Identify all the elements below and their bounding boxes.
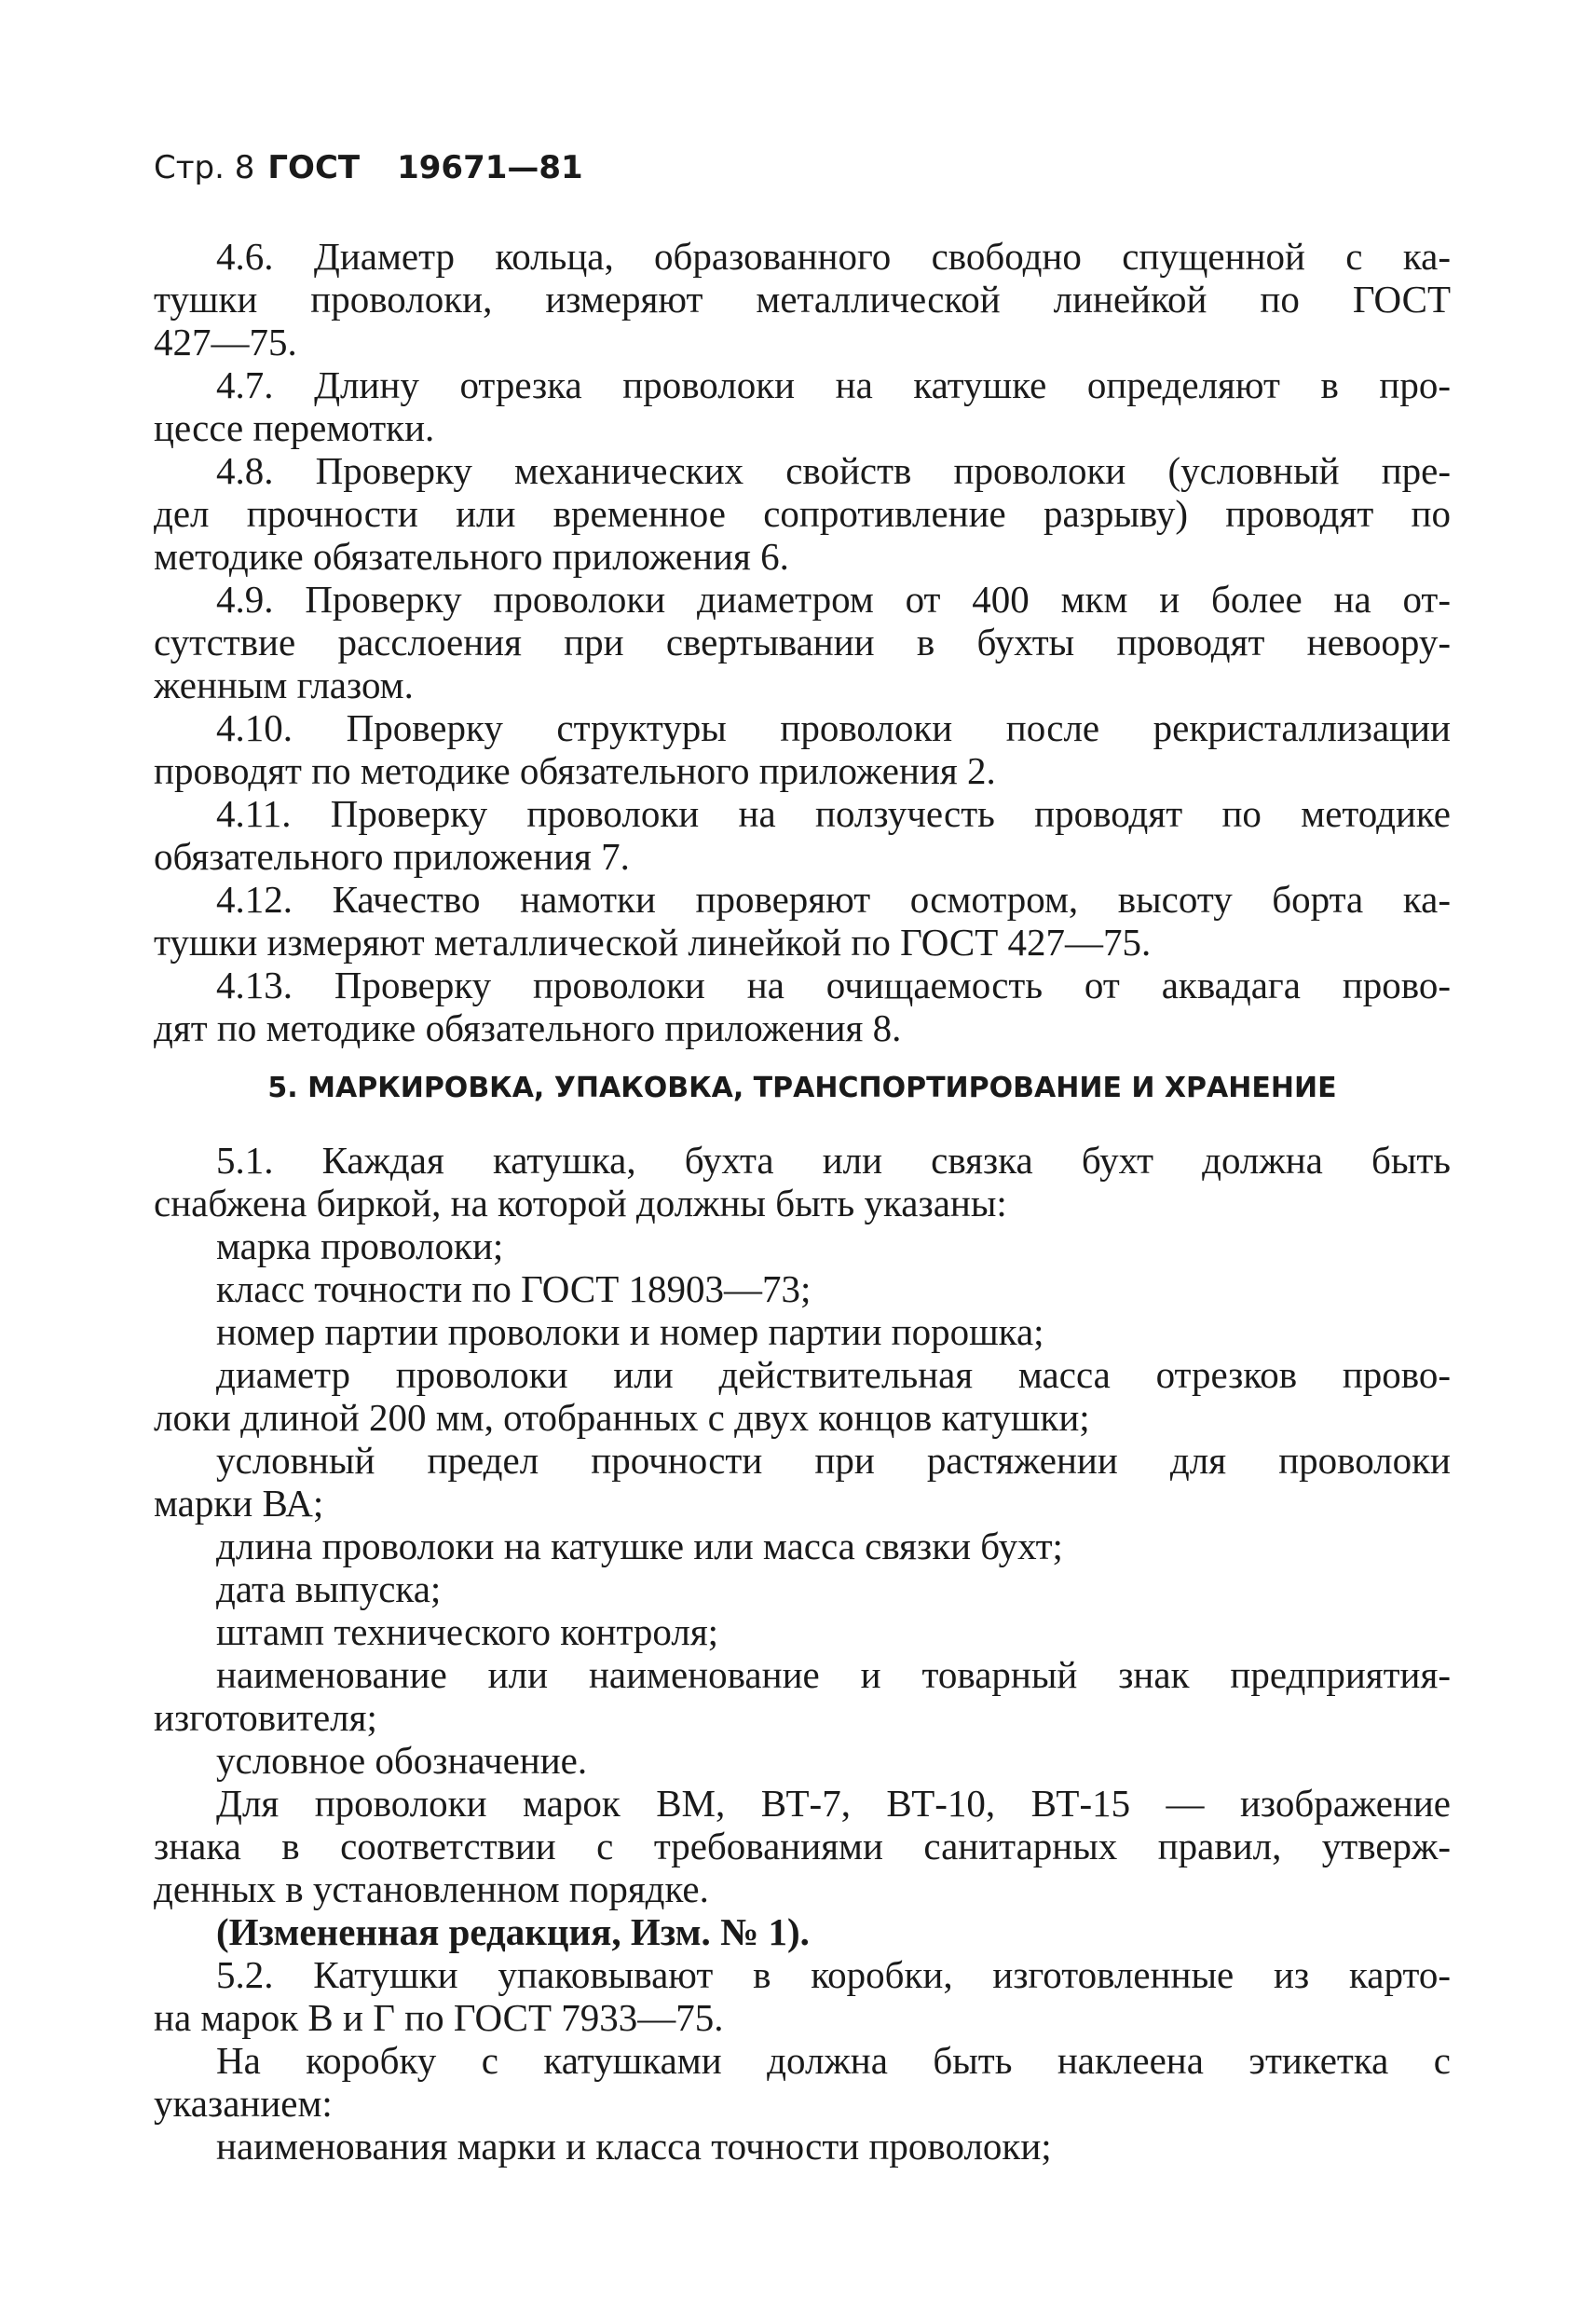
text-line: 4.6. Диаметр кольца, образованного свободно спущенной с ка- bbox=[216, 235, 1451, 278]
list-item: номер партии проволоки и номер партии порошка; bbox=[216, 1310, 1044, 1353]
doc-number: 19671—81 bbox=[397, 149, 583, 186]
list-item: штамп технического контроля; bbox=[216, 1610, 719, 1653]
text-line: 4.10. Проверку структуры проволоки после рекристаллизации bbox=[216, 706, 1451, 749]
text-line: денных в установленном порядке. bbox=[154, 1867, 709, 1910]
text-line: изготовителя; bbox=[154, 1696, 377, 1739]
text-line: 5.1. Каждая катушка, бухта или связка бухт должна быть bbox=[216, 1139, 1451, 1182]
gost-label: ГОСТ bbox=[267, 149, 361, 186]
text-line: марки ВА; bbox=[154, 1482, 324, 1525]
page-label: Стр. 8 bbox=[154, 149, 255, 186]
text-line: 4.12. Качество намотки проверяют осмотром, высоту борта ка- bbox=[216, 878, 1451, 921]
text-line: 4.11. Проверку проволоки на ползучесть проводят по методике bbox=[216, 792, 1451, 835]
text-line: 4.13. Проверку проволоки на очищаемость от аквадага прово- bbox=[216, 964, 1451, 1006]
list-item: длина проволоки на катушке или масса связки бухт; bbox=[216, 1525, 1063, 1567]
list-item: наименования марки и класса точности проволоки; bbox=[216, 2125, 1052, 2168]
amendment-note: (Измененная редакция, Изм. № 1). bbox=[216, 1910, 810, 1953]
text-line: дят по методике обязательного приложения 8. bbox=[154, 1006, 902, 1049]
text-line: женным глазом. bbox=[154, 664, 414, 706]
text-line: 4.7. Длину отрезка проволоки на катушке определяют в про- bbox=[216, 363, 1451, 406]
text-line: локи длиной 200 мм, отобранных с двух концов катушки; bbox=[154, 1396, 1090, 1439]
list-item: условное обозначение. bbox=[216, 1739, 588, 1782]
list-item: класс точности по ГОСТ 18903—73; bbox=[216, 1267, 812, 1310]
text-line: знака в соответствии с требованиями санитарных правил, утверж- bbox=[154, 1825, 1451, 1867]
text-line: Для проволоки марок ВМ, ВТ-7, ВТ-10, ВТ-15 — изображение bbox=[216, 1782, 1451, 1825]
text-line: методике обязательного приложения 6. bbox=[154, 535, 789, 578]
list-item: дата выпуска; bbox=[216, 1567, 442, 1610]
text-line: обязательного приложения 7. bbox=[154, 835, 630, 878]
text-line: 4.8. Проверку механических свойств проволоки (условный пре- bbox=[216, 449, 1451, 492]
text-line: дел прочности или временное сопротивление разрыву) проводят по bbox=[154, 492, 1451, 535]
text-line: сутствие расслоения при свертывании в бухты проводят невоору- bbox=[154, 621, 1451, 664]
text-line: На коробку с катушками должна быть наклеена этикетка с bbox=[216, 2039, 1451, 2082]
list-item: диаметр проволоки или действительная масса отрезков прово- bbox=[216, 1353, 1451, 1396]
list-item: марка проволоки; bbox=[216, 1224, 504, 1267]
text-line: указанием: bbox=[154, 2082, 333, 2125]
page-header bbox=[154, 149, 583, 186]
text-line: на марок В и Г по ГОСТ 7933—75. bbox=[154, 1996, 724, 2039]
text-line: цессе перемотки. bbox=[154, 406, 435, 449]
text-line: 5.2. Катушки упаковывают в коробки, изготовленные из карто- bbox=[216, 1953, 1451, 1996]
list-item: условный предел прочности при растяжении для проволоки bbox=[216, 1439, 1451, 1482]
text-line: снабжена биркой, на которой должны быть указаны: bbox=[154, 1182, 1007, 1224]
text-line: тушки измеряют металлической линейкой по ГОСТ 427—75. bbox=[154, 921, 1152, 964]
text-line: 427—75. bbox=[154, 321, 297, 363]
list-item: наименование или наименование и товарный знак предприятия- bbox=[216, 1653, 1451, 1696]
section-heading: 5. МАРКИРОВКА, УПАКОВКА, ТРАНСПОРТИРОВАНИЕ И ХРАНЕНИЕ bbox=[267, 1072, 1337, 1104]
text-line: тушки проволоки, измеряют металлической линейкой по ГОСТ bbox=[154, 278, 1451, 321]
text-line: 4.9. Проверку проволоки диаметром от 400 мкм и более на от- bbox=[216, 578, 1451, 621]
text-line: проводят по методике обязательного приложения 2. bbox=[154, 749, 996, 792]
